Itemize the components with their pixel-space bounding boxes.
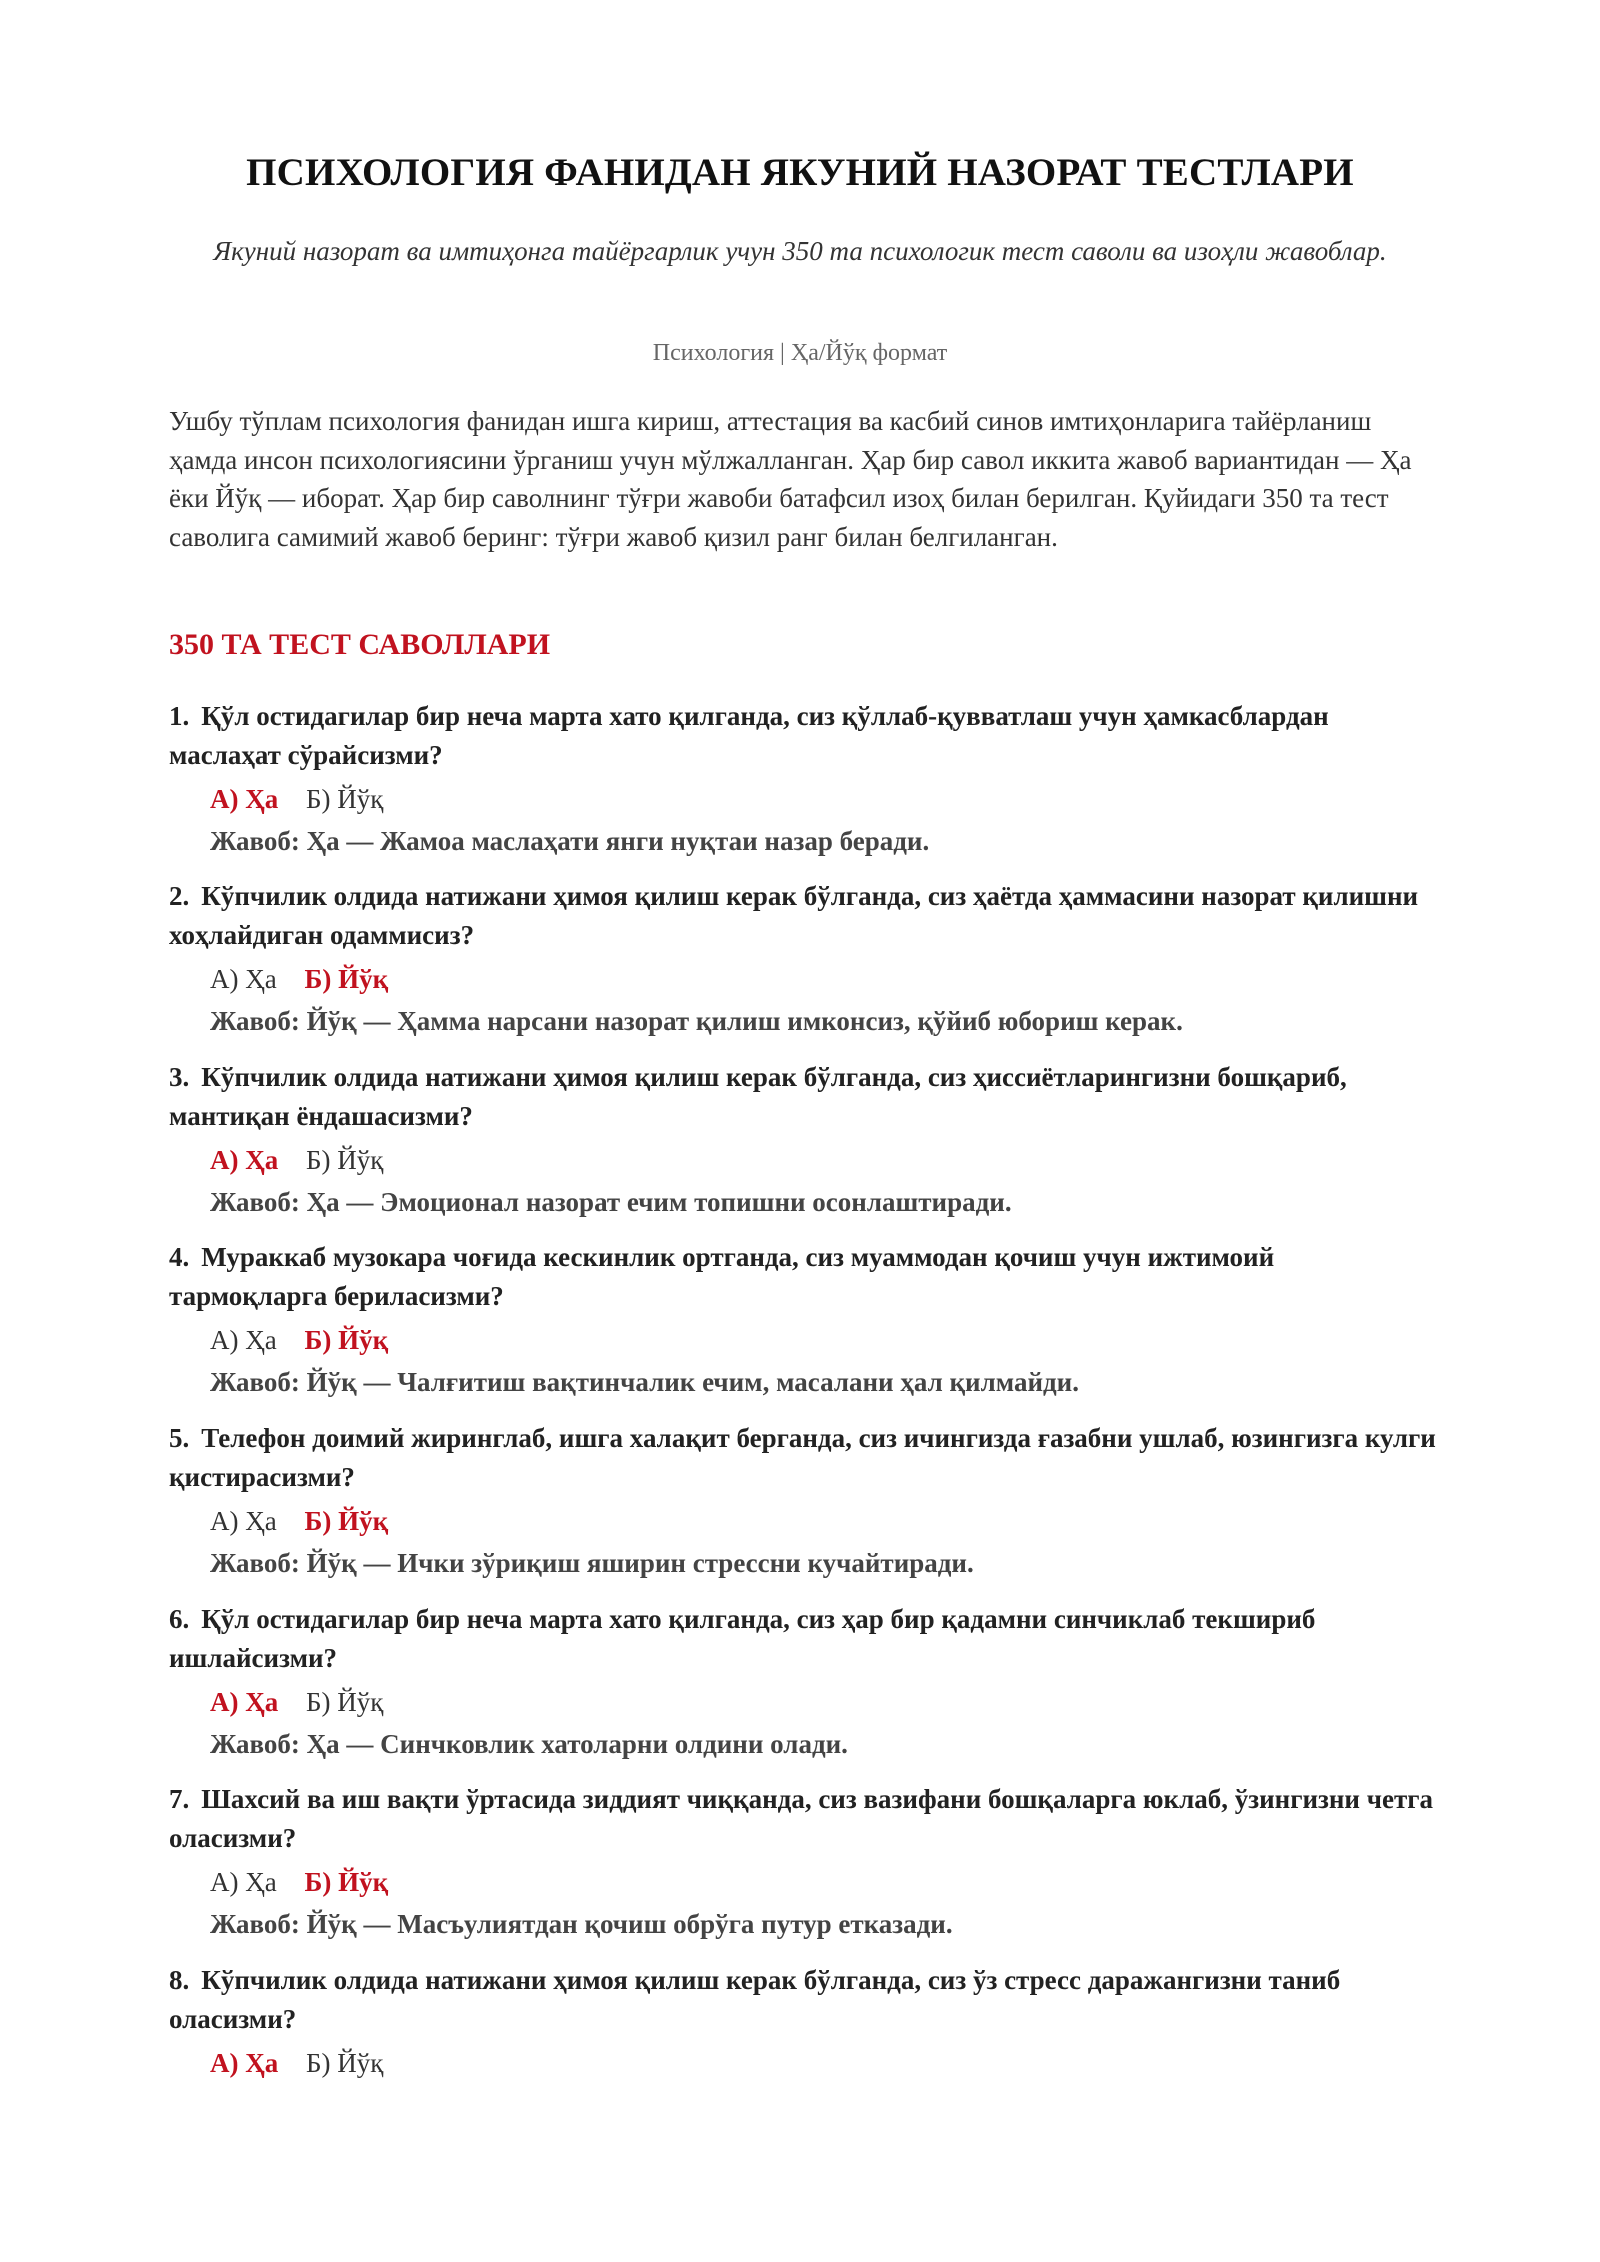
question-text: [169, 1600, 1439, 1678]
option-b: Б) Йўқ: [304, 964, 389, 994]
question-text: [169, 1058, 1439, 1136]
question-6: [169, 1600, 1439, 1764]
option-a: А) Ҳа: [210, 1506, 277, 1536]
answer-explanation: Жавоб: Йўқ — Ички зўриқиш яширин стрессни кучайтиради.: [210, 1548, 974, 1578]
answer-options: [169, 2041, 1439, 2085]
answer-explanation: Жавоб: Ҳа — Эмоционал назорат ечим топишни осонлаштиради.: [210, 1187, 1012, 1217]
option-b: Б) Йўқ: [304, 1506, 389, 1536]
section-heading: 350 ТА ТЕСТ САВОЛЛАРИ: [169, 628, 551, 661]
question-number: 7.: [169, 1784, 190, 1814]
answer-options: [169, 1138, 1439, 1182]
answer-explanation: Жавоб: Ҳа — Жамоа маслаҳати янги нуқтаи назар беради.: [210, 826, 930, 856]
question-number: 8.: [169, 1965, 190, 1995]
option-b: Б) Йўқ: [304, 1325, 389, 1355]
question-number: 2.: [169, 881, 190, 911]
answer-explanation: Жавоб: Йўқ — Чалғитиш вақтинчалик ечим, масалани ҳал қилмайди.: [210, 1367, 1079, 1397]
question-body: Кўпчилик олдида натижани ҳимоя қилиш керак бўлганда, сиз ҳаётда ҳаммасини назорат қилишни хоҳлайдиган одаммисиз?: [169, 881, 1419, 950]
question-number: 1.: [169, 701, 190, 731]
question-number: 6.: [169, 1604, 190, 1634]
option-b: Б) Йўқ: [306, 2048, 384, 2078]
option-a: А) Ҳа: [210, 1145, 279, 1175]
question-text: [169, 1780, 1439, 1858]
answer-explanation: Жавоб: Йўқ — Масъулиятдан қочиш обрўга путур етказади.: [210, 1909, 953, 1939]
option-a: А) Ҳа: [210, 1325, 277, 1355]
answer-options: [169, 1860, 1439, 1904]
option-b: Б) Йўқ: [304, 1867, 389, 1897]
question-3: [169, 1058, 1439, 1222]
question-body: Телефон доимий жиринглаб, ишга халақит берганда, сиз ичингизда ғазабни ушлаб, юзингизга кулги қистирасизми?: [169, 1423, 1436, 1492]
question-8: [169, 1961, 1439, 2085]
option-a: А) Ҳа: [210, 1687, 279, 1717]
question-body: Қўл остидагилар бир неча марта хато қилганда, сиз ҳар бир қадамни синчиклаб текшириб ишлайсизми?: [169, 1604, 1316, 1673]
question-body: Шахсий ва иш вақти ўртасида зиддият чиққанда, сиз вазифани бошқаларга юклаб, ўзингизни четга оласизми?: [169, 1784, 1433, 1853]
question-text: [169, 877, 1439, 955]
answer-explanation: Жавоб: Ҳа — Синчковлик хатоларни олдини олади.: [210, 1729, 848, 1759]
question-text: [169, 1419, 1439, 1497]
question-body: Кўпчилик олдида натижани ҳимоя қилиш керак бўлганда, сиз ўз стресс даражангизни таниб оласизми?: [169, 1965, 1341, 2034]
question-body: Мураккаб музокара чоғида кескинлик ортганда, сиз муаммодан қочиш учун ижтимоий тармоқларга бериласизми?: [169, 1242, 1275, 1311]
option-b: Б) Йўқ: [306, 1145, 384, 1175]
document-meta: Психология | Ҳа/Йўқ формат: [652, 340, 948, 366]
answer-explanation: Жавоб: Йўқ — Ҳамма нарсани назорат қилиш имконсиз, қўйиб юбориш керак.: [210, 1006, 1183, 1036]
option-a: А) Ҳа: [210, 2048, 279, 2078]
question-4: [169, 1238, 1439, 1402]
question-number: 5.: [169, 1423, 190, 1453]
answer-options: [169, 957, 1439, 1001]
document-subtitle: Якуний назорат ва имтиҳонга тайёргарлик учун 350 та психологик тест саволи ва изоҳли жавоблар.: [213, 236, 1387, 266]
answer-options: [169, 1499, 1439, 1543]
question-body: Қўл остидагилар бир неча марта хато қилганда, сиз қўллаб-қувватлаш учун ҳамкасблардан маслаҳат сўрайсизми?: [169, 701, 1329, 770]
question-text: [169, 1238, 1439, 1316]
question-5: [169, 1419, 1439, 1583]
option-b: Б) Йўқ: [306, 784, 384, 814]
document-title: ПСИХОЛОГИЯ ФАНИДАН ЯКУНИЙ НАЗОРАТ ТЕСТЛАРИ: [246, 151, 1354, 194]
option-a: А) Ҳа: [210, 784, 279, 814]
option-b: Б) Йўқ: [306, 1687, 384, 1717]
question-number: 3.: [169, 1062, 190, 1092]
question-text: [169, 1961, 1439, 2039]
intro-paragraph: Ушбу тўплам психология фанидан ишга кириш, аттестация ва касбий синов имтиҳонларига тайёрланиш ҳамда инсон психологиясини ўрганиш учун мўлжалланган. Ҳар бир савол иккита жавоб вариантидан — Ҳа ёки Йўқ — иборат. Ҳар бир саволнинг тўғри жавоби батафсил изоҳ билан берилган. Қуйидаги 350 та тест саволига самимий жавоб беринг: тўғри жавоб қизил ранг билан белгиланган.: [169, 406, 1412, 552]
question-body: Кўпчилик олдида натижани ҳимоя қилиш керак бўлганда, сиз ҳиссиётларингизни бошқариб, мантиқан ёндашасизми?: [169, 1062, 1347, 1131]
answer-options: [169, 1680, 1439, 1724]
question-7: [169, 1780, 1439, 1944]
answer-options: [169, 777, 1439, 821]
option-a: А) Ҳа: [210, 1867, 277, 1897]
question-number: 4.: [169, 1242, 190, 1272]
question-2: [169, 877, 1439, 1041]
option-a: А) Ҳа: [210, 964, 277, 994]
question-text: [169, 697, 1439, 775]
answer-options: [169, 1318, 1439, 1362]
question-1: [169, 697, 1439, 861]
